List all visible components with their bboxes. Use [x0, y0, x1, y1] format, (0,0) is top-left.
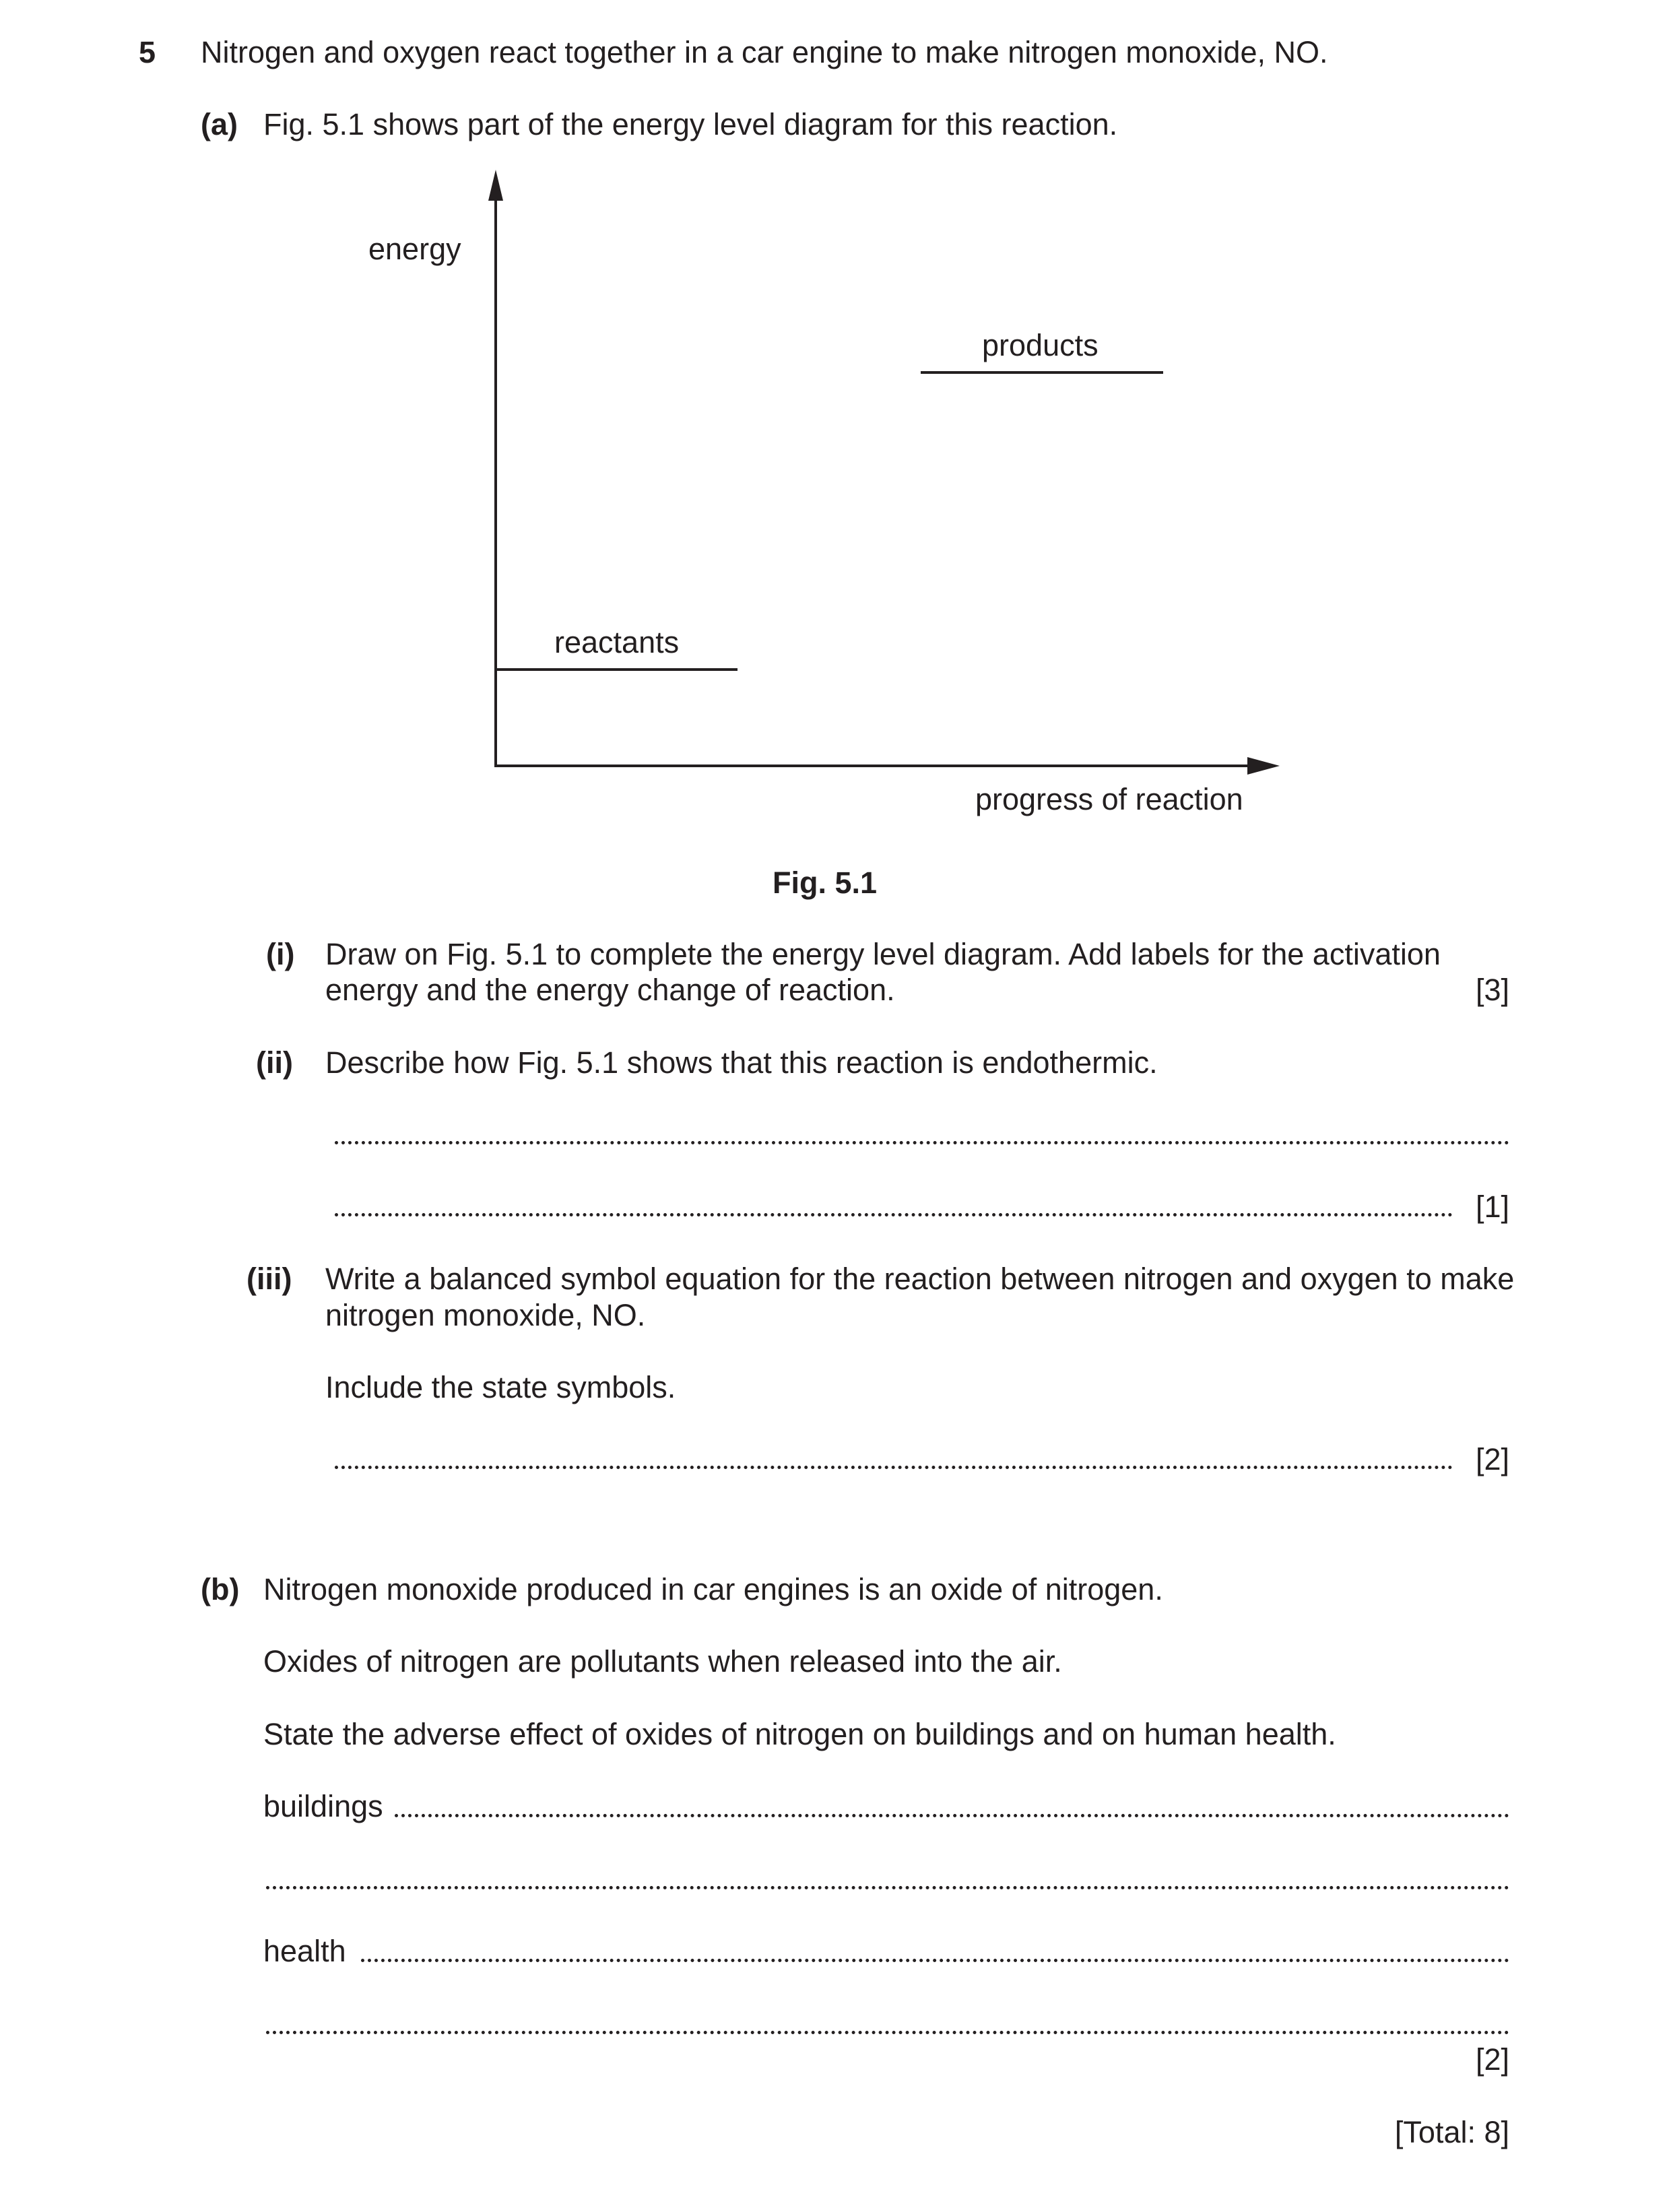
reactants-label: reactants: [554, 625, 680, 659]
figure-caption: Fig. 5.1: [773, 866, 878, 900]
sub-ii-text: Describe how Fig. 5.1 shows that this reaction is endothermic.: [325, 1045, 1158, 1080]
sub-iii-marks: [2]: [1475, 1442, 1509, 1476]
part-b-marks: [2]: [1475, 2042, 1509, 2077]
total-marks: [Total: 8]: [1394, 2115, 1509, 2149]
health-label: health: [263, 1934, 346, 1968]
sub-iii-label: (iii): [247, 1262, 292, 1296]
products-label: products: [982, 328, 1099, 362]
sub-i-line2: energy and the energy change of reaction.: [325, 973, 895, 1007]
sub-ii-label: (ii): [256, 1045, 293, 1080]
part-b-line2: Oxides of nitrogen are pollutants when released into the air.: [263, 1644, 1062, 1679]
x-axis-label: progress of reaction: [975, 782, 1243, 816]
part-a-intro: Fig. 5.1 shows part of the energy level diagram for this reaction.: [263, 107, 1118, 141]
answer-line-buildings-2[interactable]: [266, 1886, 1509, 1889]
sub-i-line1: Draw on Fig. 5.1 to complete the energy level diagram. Add labels for the activation: [325, 937, 1441, 971]
x-axis-arrowhead: [1247, 757, 1280, 775]
answer-line-ii-1[interactable]: [335, 1141, 1509, 1144]
part-a-label: (a): [201, 107, 238, 141]
part-b-line3: State the adverse effect of oxides of nitrogen on buildings and on human health.: [263, 1717, 1336, 1751]
part-b-line1: Nitrogen monoxide produced in car engines is an oxide of nitrogen.: [263, 1572, 1163, 1606]
y-axis-arrowhead: [488, 170, 503, 201]
sub-i-marks: [3]: [1475, 973, 1509, 1007]
sub-iii-line2: nitrogen monoxide, NO.: [325, 1298, 646, 1332]
answer-line-ii-2[interactable]: [335, 1213, 1453, 1216]
sub-ii-marks: [1]: [1475, 1190, 1509, 1224]
answer-line-health-1[interactable]: [361, 1959, 1509, 1962]
question-number: 5: [139, 35, 156, 69]
y-axis-label: energy: [368, 232, 461, 266]
answer-line-health-2[interactable]: [266, 2031, 1509, 2034]
buildings-label: buildings: [263, 1789, 383, 1823]
answer-line-buildings-1[interactable]: [395, 1814, 1509, 1817]
part-b-label: (b): [201, 1572, 240, 1606]
answer-line-iii[interactable]: [335, 1466, 1453, 1469]
sub-iii-line1: Write a balanced symbol equation for the reaction between nitrogen and oxygen to make: [325, 1262, 1515, 1296]
sub-i-label: (i): [266, 937, 295, 971]
sub-iii-line3: Include the state symbols.: [325, 1370, 676, 1404]
question-stem: Nitrogen and oxygen react together in a car engine to make nitrogen monoxide, NO.: [201, 35, 1328, 69]
